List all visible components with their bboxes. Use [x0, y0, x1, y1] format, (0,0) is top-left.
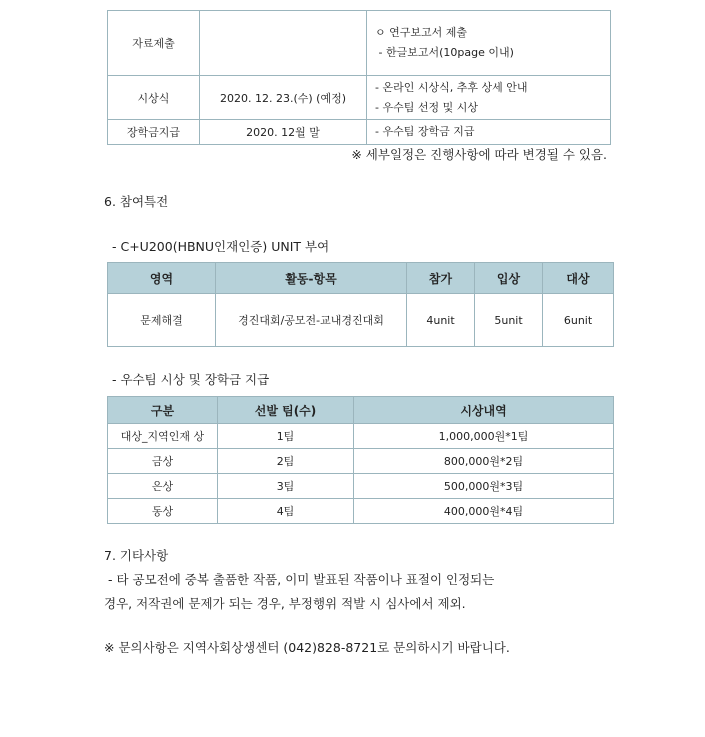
column-header: 시상내역 [354, 397, 614, 424]
table-cell: 동상 [108, 499, 218, 524]
unit-heading: - C+U200(HBNU인재인증) UNIT 부여 [112, 239, 330, 254]
detail-line: - 우수팀 선정 및 시상 [375, 100, 478, 114]
column-header: 영역 [108, 263, 216, 294]
table-cell: 4unit [407, 294, 475, 347]
table-cell: 3팀 [218, 474, 354, 499]
schedule-details [367, 76, 611, 120]
section-title: 7. 기타사항 [104, 548, 169, 563]
table-row [108, 449, 614, 474]
schedule-date: 2020. 12. 23.(수) (예정) [200, 76, 367, 120]
section7-line: - 타 공모전에 중복 출품한 작품, 이미 발표된 작품이나 표절이 인정되는 [104, 572, 495, 587]
detail-line: - 우수팀 장학금 지급 [375, 125, 475, 138]
table-cell: 문제해결 [108, 294, 216, 347]
table-cell: 800,000원*2팀 [354, 449, 614, 474]
table-row [108, 424, 614, 449]
schedule-details [367, 11, 611, 76]
table-cell: 500,000원*3팀 [354, 474, 614, 499]
schedule-label: 장학금지급 [108, 120, 200, 145]
detail-line: ㅇ 연구보고서 제출 [375, 26, 468, 39]
unit-table [107, 262, 614, 347]
section7-line: 경우, 저작권에 문제가 되는 경우, 부정행위 적발 시 심사에서 제외. [104, 596, 466, 611]
table-cell: 400,000원*4팀 [354, 499, 614, 524]
schedule-table [107, 10, 611, 145]
contact-note: ※ 문의사항은 지역사회상생센터 (042)828-8721로 문의하시기 바랍니다. [104, 640, 510, 655]
table-row [108, 499, 614, 524]
schedule-label: 시상식 [108, 76, 200, 120]
table-cell: 금상 [108, 449, 218, 474]
table-cell: 2팀 [218, 449, 354, 474]
table-row [108, 294, 614, 347]
column-header: 선발 팀(수) [218, 397, 354, 424]
column-header: 대상 [543, 263, 614, 294]
schedule-details [367, 120, 611, 145]
table-row [108, 474, 614, 499]
table-cell: 경진대회/공모전-교내경진대회 [216, 294, 407, 347]
table-cell: 대상_지역인재 상 [108, 424, 218, 449]
table-row [108, 11, 611, 76]
column-header: 입상 [475, 263, 543, 294]
table-row [108, 120, 611, 145]
award-heading: - 우수팀 시상 및 장학금 지급 [112, 372, 270, 387]
schedule-label: 자료제출 [108, 11, 200, 76]
award-table [107, 396, 614, 524]
table-row [108, 76, 611, 120]
table-cell: 6unit [543, 294, 614, 347]
column-header: 참가 [407, 263, 475, 294]
table-cell: 1,000,000원*1팀 [354, 424, 614, 449]
schedule-note: ※ 세부일정은 진행사항에 따라 변경될 수 있음. [351, 147, 607, 162]
column-header: 구분 [108, 397, 218, 424]
table-header-row [108, 397, 614, 424]
section-title: 6. 참여특전 [104, 194, 169, 209]
detail-line: - 한글보고서(10page 이내) [375, 46, 514, 59]
table-header-row [108, 263, 614, 294]
schedule-date [200, 11, 367, 76]
table-cell: 5unit [475, 294, 543, 347]
schedule-date: 2020. 12월 말 [200, 120, 367, 145]
table-cell: 은상 [108, 474, 218, 499]
table-cell: 1팀 [218, 424, 354, 449]
table-cell: 4팀 [218, 499, 354, 524]
column-header: 활동-항목 [216, 263, 407, 294]
detail-line: - 온라인 시상식, 추후 상세 안내 [375, 80, 528, 94]
